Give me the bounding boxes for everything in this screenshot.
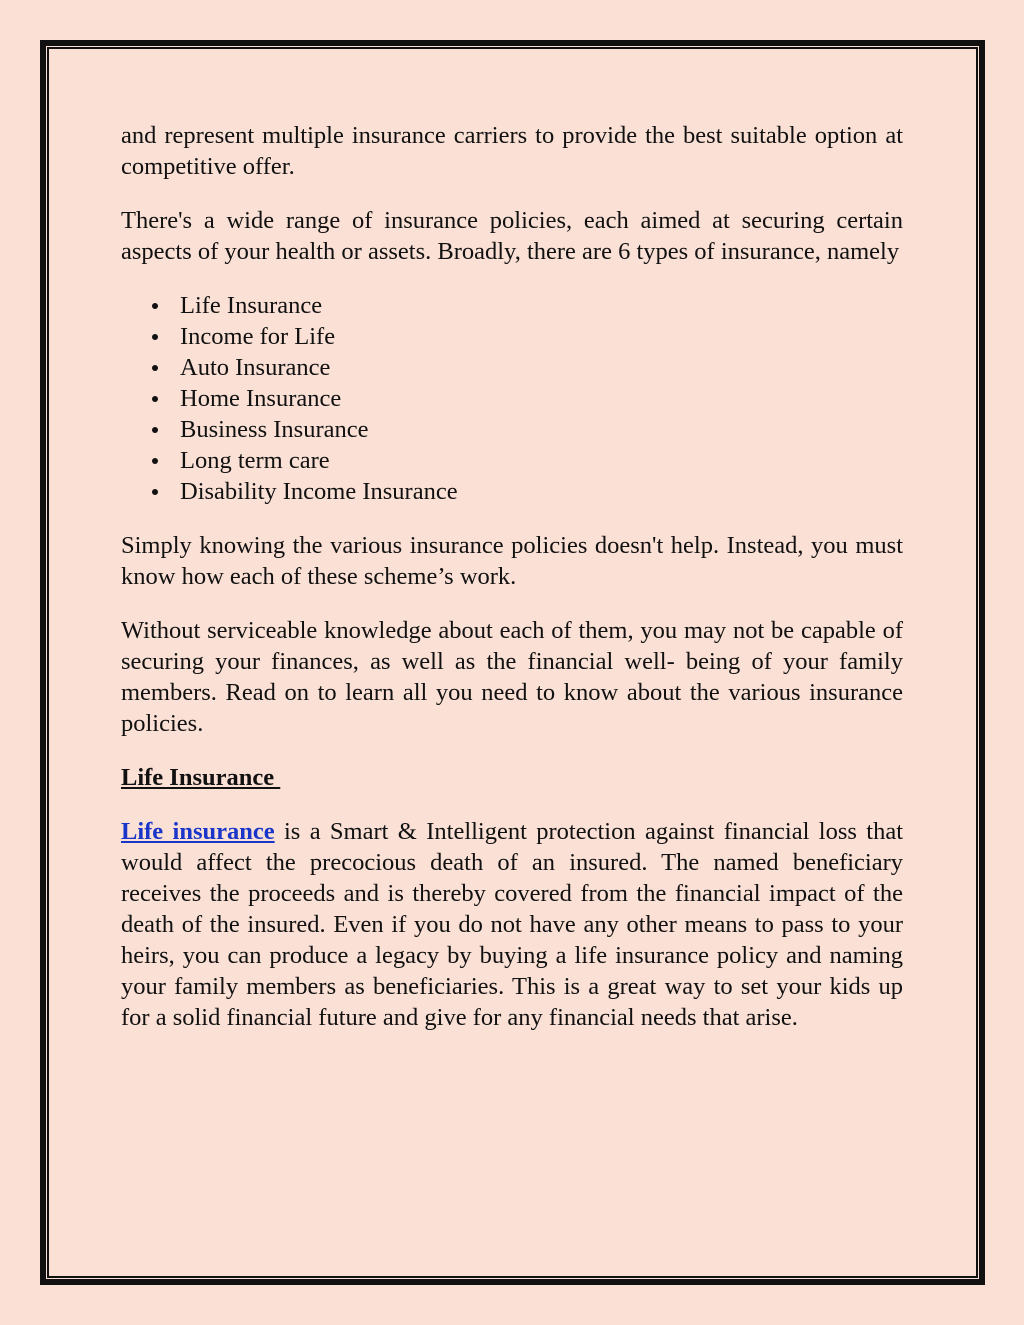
bullet-icon [152,303,158,309]
list-item [121,445,903,476]
bullet-icon [152,458,158,464]
section-heading: Life Insurance [121,764,281,791]
insurance-types-list [121,290,903,507]
bullet-icon [152,365,158,371]
life-insurance-paragraph [121,816,903,1033]
life-insurance-link[interactable]: Life insurance [121,818,275,845]
types-intro-paragraph: There's a wide range of insurance policies, each aimed at securing certain aspects of your health or assets. Broadly, there are 6 types of insurance, namely [121,207,903,265]
intro-paragraph: and represent multiple insurance carriers to provide the best suitable option at competitive offer. [121,122,903,180]
life-insurance-body: is a Smart & Intelligent protection against financial loss that would affect the precocious death of an insured. The named beneficiary receives the proceeds and is thereby covered from the financial impact of the death of the insured. Even if you do not have any other means to pass to your heirs, you can produce a legacy by buying a life insurance policy and naming your family members as beneficiaries. This is a great way to set your kids up for a solid financial future and give for any financial needs that arise. [121,818,903,1031]
serviceable-knowledge-paragraph: Without serviceable knowledge about each of them, you may not be capable of securing your finances, as well as the financial well- being of your family members. Read on to learn all you need to know about the various insurance policies. [121,617,903,737]
list-item [121,383,903,414]
list-item [121,414,903,445]
knowledge-paragraph: Simply knowing the various insurance policies doesn't help. Instead, you must know how each of these scheme’s work. [121,532,903,590]
list-item-label: Business Insurance [180,416,369,443]
list-item-label: Life Insurance [180,292,323,319]
list-item [121,476,903,507]
list-item [121,321,903,352]
list-item-label: Home Insurance [180,385,342,412]
document-content [121,120,903,1056]
bullet-icon [152,334,158,340]
list-item-label: Auto Insurance [180,354,331,381]
list-item-label: Income for Life [180,323,336,350]
bullet-icon [152,396,158,402]
list-item [121,290,903,321]
bullet-icon [152,489,158,495]
list-item-label: Long term care [180,447,330,474]
list-item [121,352,903,383]
bullet-icon [152,427,158,433]
list-item-label: Disability Income Insurance [180,478,458,505]
